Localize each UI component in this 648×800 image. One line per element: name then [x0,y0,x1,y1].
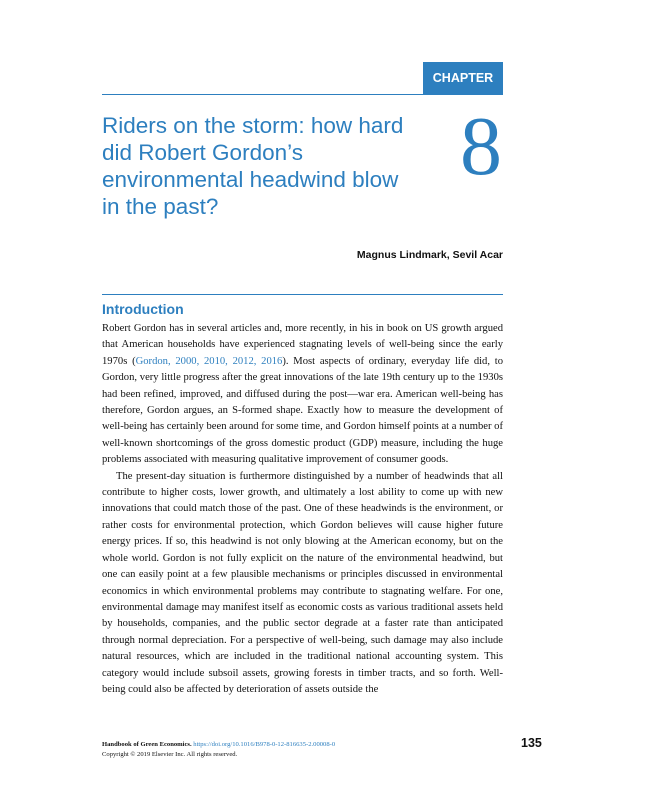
chapter-label: CHAPTER [423,62,503,95]
footer-book-title: Handbook of Green Economics. [102,741,192,748]
footer-citation [102,740,482,760]
chapter-number: 8 [460,100,502,193]
chapter-authors: Magnus Lindmark, Sevil Acar [356,249,503,261]
section-heading: Introduction [102,301,184,317]
footer-copyright: Copyright © 2019 Elsevier Inc. All rights reserved. [102,751,238,758]
chapter-header-rule [102,94,503,95]
page-number: 135 [521,736,542,750]
paragraph-1-text-start: Robert Gordon has in several articles and, more recently, in his in book on US growth argued that American households have experienced stagnating levels of well-being since the early 1970s ( [102,323,503,367]
body-text [102,321,503,698]
paragraph-1-text-end: ). Most aspects of ordinary, everyday life did, to Gordon, very little progress after the great innovations of the late 19th century up to the 1930s had been refined, improved, and diffused during the post—war era. American well-being has therefore, Gordon argues, an S-formed shape. Exactly how to measure the development of well-being has certainly been around for some time, and Gordon himself points at a number of well-known shortcomings of the gross domestic product (GDP) measure, including the huge problems associated with measuring qualitative improvement of consumer goods. [102,355,503,466]
footer-doi-link[interactable]: https://doi.org/10.1016/B978-0-12-816635-2.00008-0 [193,741,336,748]
citation-link[interactable]: Gordon, 2000, 2010, 2012, 2016 [135,355,283,367]
paragraph-1 [102,321,503,469]
section-rule [102,294,503,295]
footer-source-line [102,740,482,750]
chapter-title: Riders on the storm: how hard did Robert Gordon’s environmental headwind blow in the past? [102,113,404,219]
paragraph-2: The present-day situation is furthermore distinguished by a number of headwinds that all contribute to higher costs, lower growth, and ultimately a lost ability to come up with new innovations that could match those of the past. One of these headwinds is the environment, or rather costs for environmental protection, which Gordon believes will cause higher future energy prices. If so, this headwind is not only blowing at the American economy, but on the whole world. Gordon is not fully explicit on the nature of the environmental headwind, but one can easily point at a few plausible mechanisms or principles discussed in environmental economics in which environmental problems may contribute to stagnating welfare. For one, environmental damage may manifest itself as economic costs as various traditional assets held by households, companies, and the public sector degrade at a faster rate than anticipated through normal depreciation. For a perspective of well-being, such damage may also include natural resources, which are included in the traditional national accounting system. This category would include subsoil assets, growing forests in timber tracts, and so forth. Well-being could also be affected by deterioration of assets outside the [102,470,503,695]
